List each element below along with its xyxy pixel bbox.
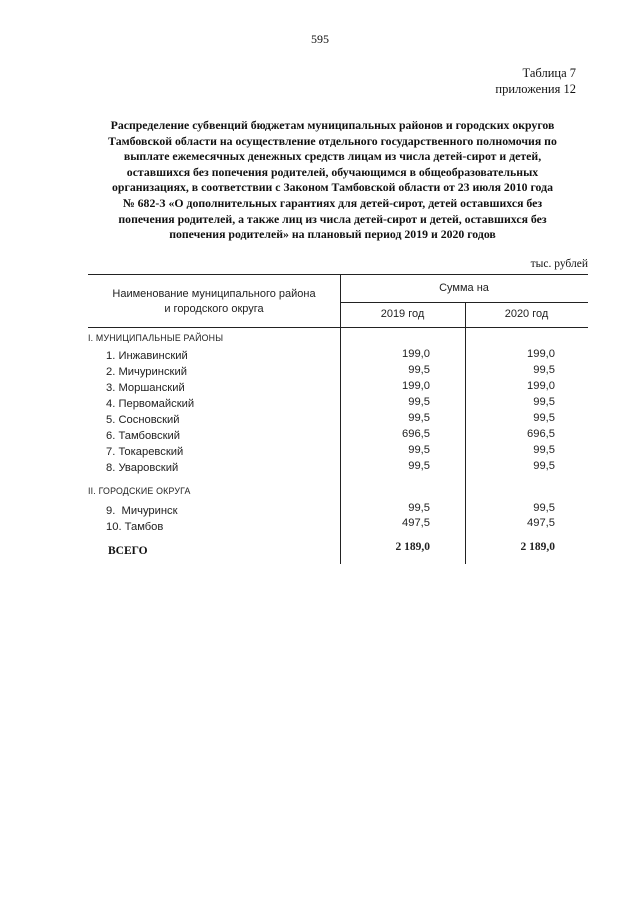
- column-header-name: [92, 287, 336, 317]
- title-line: попечения родителей, а также лиц из числа детей-сирот и детей, оставшихся без: [118, 211, 547, 226]
- total-value-2019: 2 189,0: [395, 541, 430, 553]
- row-value-2019: 99,5: [408, 444, 430, 456]
- header-divider: [340, 302, 588, 303]
- title-line: Распределение субвенций бюджетам муниципальных районов и городских округов: [110, 118, 555, 132]
- row-value-2019: 99,5: [408, 412, 430, 424]
- row-value-2020: 99,5: [533, 444, 555, 456]
- column-header-2020: 2020 год: [504, 308, 549, 320]
- row-name: 7. Токаревский: [106, 446, 184, 458]
- row-name: 10. Тамбов: [106, 521, 164, 533]
- table-label-line1: Таблица 7: [522, 66, 576, 80]
- page-number: 595: [311, 32, 329, 46]
- row-value-2020: 99,5: [533, 364, 555, 376]
- row-value-2020: 99,5: [533, 412, 555, 424]
- row-value-2020: 99,5: [533, 502, 555, 514]
- row-name: 8. Уваровский: [106, 462, 179, 474]
- column-header-sum: Сумма на: [439, 282, 489, 294]
- column-header-2019: 2019 год: [380, 308, 425, 320]
- row-value-2019: 99,5: [408, 460, 430, 472]
- total-value-2020: 2 189,0: [520, 541, 555, 553]
- row-name: 5. Сосновский: [106, 414, 180, 426]
- title-line: оставшихся без попечения родителей, обучающимся в общеобразовательных: [126, 164, 539, 179]
- row-name: 6. Тамбовский: [106, 430, 180, 442]
- document-title: [80, 118, 585, 243]
- table-top-rule: [88, 274, 588, 275]
- title-line: Тамбовской области на осуществление отдельного государственного полномочия по: [108, 133, 557, 148]
- table-label-line2: приложения 12: [495, 82, 576, 96]
- table-label: [495, 65, 576, 97]
- row-value-2020: 99,5: [533, 396, 555, 408]
- title-line: попечения родителей» на плановый период 2019 и 2020 годов: [169, 227, 496, 242]
- row-value-2019: 199,0: [402, 380, 430, 392]
- row-value-2019: 99,5: [408, 364, 430, 376]
- row-value-2019: 696,5: [402, 428, 430, 440]
- row-value-2019: 99,5: [408, 502, 430, 514]
- section-heading-districts: I. МУНИЦИПАЛЬНЫЕ РАЙОНЫ: [88, 333, 224, 343]
- row-name: 4. Первомайский: [106, 398, 195, 410]
- row-value-2020: 199,0: [527, 348, 555, 360]
- title-line: организациях, в соответствии с Законом Тамбовской области от 23 июля 2010 года: [112, 180, 553, 195]
- total-label: ВСЕГО: [108, 545, 148, 557]
- row-value-2019: 497,5: [402, 517, 430, 529]
- header-bottom-rule: [88, 327, 588, 328]
- title-line: № 682-З «О дополнительных гарантиях для детей-сирот, детей оставшихся без: [122, 195, 543, 210]
- row-name: 2. Мичуринский: [106, 366, 187, 378]
- row-value-2019: 199,0: [402, 348, 430, 360]
- header-name-line1: Наименование муниципального района: [112, 288, 316, 300]
- row-value-2020: 199,0: [527, 380, 555, 392]
- row-value-2020: 497,5: [527, 517, 555, 529]
- header-name-line2: и городского округа: [164, 303, 264, 315]
- units-label: тыс. рублей: [530, 258, 588, 270]
- title-line: выплате ежемесячных денежных средств лицам из числа детей-сирот и детей,: [123, 149, 542, 164]
- row-value-2020: 99,5: [533, 460, 555, 472]
- column-divider-2: [465, 302, 466, 564]
- row-value-2020: 696,5: [527, 428, 555, 440]
- row-name: 9. Мичуринск: [106, 505, 178, 517]
- section-heading-cities: II. ГОРОДСКИЕ ОКРУГА: [88, 486, 191, 496]
- row-name: 1. Инжавинский: [106, 350, 188, 362]
- row-name: 3. Моршанский: [106, 382, 185, 394]
- row-value-2019: 99,5: [408, 396, 430, 408]
